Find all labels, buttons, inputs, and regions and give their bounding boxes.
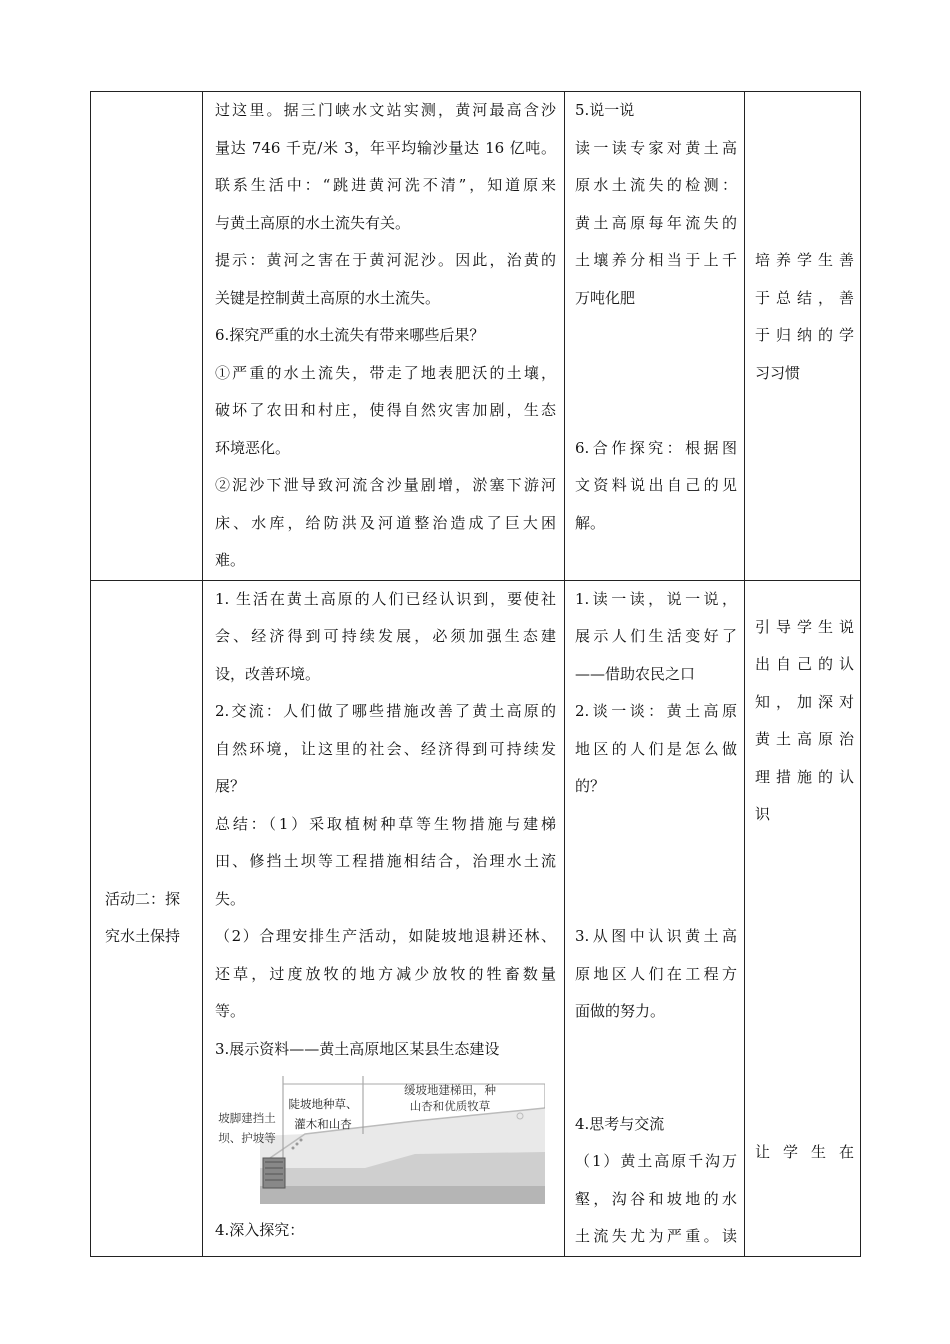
text-line: 原水土流失的检测： xyxy=(575,176,737,194)
text-line: 土流失尤为严重。读 xyxy=(575,1227,737,1245)
label-gentle-slope: 缓坡地建梯田，种 xyxy=(404,1083,496,1097)
text-line: （2）合理安排生产活动，如陡坡地退耕还林、 xyxy=(215,927,556,945)
label-slope-foot-2: 坝、护坡等 xyxy=(218,1131,276,1145)
lesson-plan-table xyxy=(90,91,861,1257)
text-line: 面做的努力。 xyxy=(575,1002,666,1020)
table-row xyxy=(91,580,861,1256)
label-steep-slope: 陡坡地种草、 xyxy=(288,1097,358,1111)
text-line: 提示：黄河之害在于黄河泥沙。因此，治黄的 xyxy=(215,251,556,269)
text-line: 自然环境，让这里的社会、经济得到可持续发 xyxy=(215,739,556,758)
text-line: 6.合作探究：根据图 xyxy=(575,438,737,457)
text-line: 原地区人们在工程方 xyxy=(575,964,737,983)
text-line: 地区的人们是怎么做 xyxy=(575,739,737,758)
text-line: 引导学生说 xyxy=(755,617,854,636)
text-line: 读一读专家对黄土高 xyxy=(575,138,737,157)
label-gentle-slope-2: 山杏和优质牧草 xyxy=(409,1099,491,1113)
text-line: 环境恶化。 xyxy=(215,438,291,457)
activity-cell xyxy=(91,580,203,1256)
text-line: 识 xyxy=(755,805,771,823)
text-line: 黄土高原每年流失的 xyxy=(575,213,737,232)
text-line: 出自己的认 xyxy=(755,655,854,673)
text-line: 过这里。据三门峡水文站实测，黄河最高含沙 xyxy=(215,101,556,119)
soil-bottom-layer xyxy=(260,1186,545,1204)
text-line: 1.读一读，说一说， xyxy=(575,589,737,608)
text-line: 解。 xyxy=(575,513,606,532)
text-line: 2.交流：人们做了哪些措施改善了黄土高原的 xyxy=(215,702,556,720)
text-line: 4.思考与交流 xyxy=(575,1114,665,1133)
text-line: 5.说一说 xyxy=(575,101,635,119)
design-intent-cell xyxy=(745,580,861,1256)
text-line: ②泥沙下泄导致河流含沙量剧增，淤塞下游河 xyxy=(215,476,556,494)
student-activity-cell xyxy=(565,92,745,581)
text-line: 难。 xyxy=(215,551,246,569)
text-line: 田、修挡土坝等工程措施相结合，治理水土流 xyxy=(215,852,556,870)
text-line: 黄土高原治 xyxy=(755,730,854,748)
text-line: 关键是控制黄土高原的水土流失。 xyxy=(215,288,441,307)
text-line: 知，加深对 xyxy=(755,692,854,711)
text-line: 3.展示资料——黄土高原地区某县生态建设 xyxy=(215,1039,500,1058)
text-line: 6.探究严重的水土流失有带来哪些后果？ xyxy=(215,326,485,344)
text-line: 等。 xyxy=(215,1002,246,1020)
ecological-construction-diagram xyxy=(215,1076,545,1204)
text-line: 量达 746 千克/米 3，年平均输沙量达 16 亿吨。 xyxy=(215,138,556,157)
text-line: 习习惯 xyxy=(755,363,801,382)
text-line: 2.谈一谈：黄土高原 xyxy=(575,702,737,720)
text-line: 3.从图中认识黄土高 xyxy=(575,927,737,945)
text-line: 4.深入探究： xyxy=(215,1221,305,1239)
text-line: 联系生活中：“跳进黄河洗不清”，知道原来 xyxy=(215,176,556,194)
text-line: 还草，过度放牧的地方减少放牧的牲畜数量 xyxy=(215,964,556,983)
text-line: 与黄土高原的水土流失有关。 xyxy=(215,213,411,232)
text-line: 1. 生活在黄土高原的人们已经认识到，要使社 xyxy=(215,589,556,608)
text-line: 万吨化肥 xyxy=(575,288,636,307)
text-line: 床、水库，给防洪及河道整治造成了巨大困 xyxy=(215,513,556,532)
activity-cell xyxy=(91,92,203,581)
text-line: 破坏了农田和村庄，使得自然灾害加剧，生态 xyxy=(215,401,556,419)
activity-title-line: 究水土保持 xyxy=(105,927,181,945)
text-line: 土壤养分相当于上千 xyxy=(575,251,737,269)
text-line: 失。 xyxy=(215,889,246,908)
design-intent-cell xyxy=(745,92,861,581)
text-line: 于总结，善 xyxy=(755,288,854,307)
content-cell xyxy=(203,580,565,1256)
text-line: 的？ xyxy=(575,777,606,795)
text-line: 会、经济得到可持续发展，必须加强生态建 xyxy=(215,627,556,645)
text-line: 设，改善环境。 xyxy=(215,664,321,683)
text-line: 总结：（1）采取植树种草等生物措施与建梯 xyxy=(215,814,556,833)
text-line: 展？ xyxy=(215,777,246,795)
text-line: 培养学生善 xyxy=(755,251,854,269)
text-line: ①严重的水土流失，带走了地表肥沃的土壤， xyxy=(215,363,556,382)
activity-title-line: 活动二：探 xyxy=(105,889,181,908)
label-steep-slope-2: 灌木和山杏 xyxy=(294,1117,352,1131)
text-line: 让学生在 xyxy=(755,1142,854,1161)
text-line: （1）黄土高原千沟万 xyxy=(575,1152,737,1170)
student-activity-cell xyxy=(565,580,745,1256)
text-line: 文资料说出自己的见 xyxy=(575,476,737,494)
text-line: 壑，沟谷和坡地的水 xyxy=(575,1189,737,1208)
text-line: ——借助农民之口 xyxy=(575,664,696,683)
text-line: 展示人们生活变好了 xyxy=(575,627,737,645)
label-slope-foot: 坡脚建挡土 xyxy=(218,1111,276,1125)
text-line: 理措施的认 xyxy=(755,767,854,786)
text-line: 于归纳的学 xyxy=(755,326,854,344)
content-cell xyxy=(203,92,565,581)
table-row xyxy=(91,92,861,581)
